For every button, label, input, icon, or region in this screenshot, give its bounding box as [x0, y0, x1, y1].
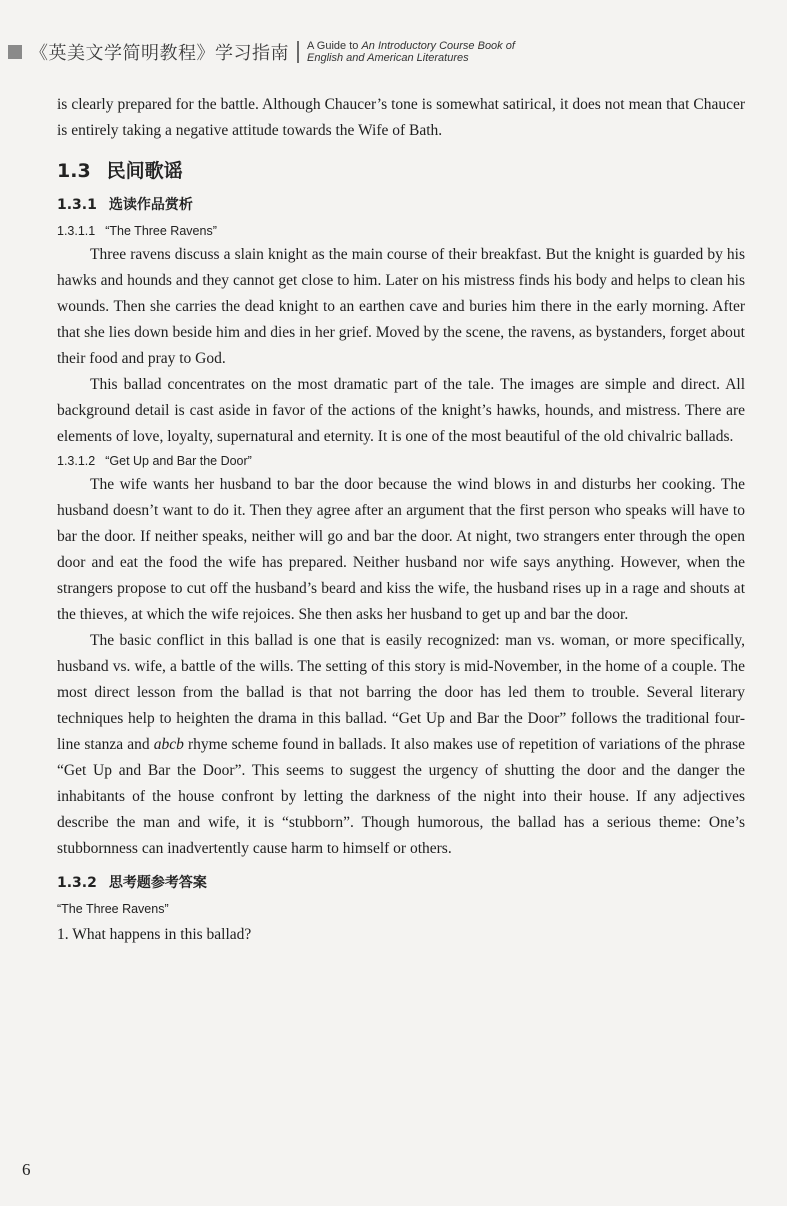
- item-title-1: “The Three Ravens”: [105, 224, 217, 238]
- header-divider: [297, 41, 299, 63]
- three-ravens-paragraph-2: This ballad concentrates on the most dramatic part of the tale. The images are simple and direct. All background detail is cast aside in favor of the actions of the knight’s hawks, hounds, and mistress. There are elements of love, loyalty, supernatural and eternity. It is one of the most beautiful of the old chivalric ballads.: [57, 376, 745, 445]
- header-english-title: [307, 40, 515, 64]
- item-heading-three-ravens: [57, 220, 745, 242]
- question-1: 1. What happens in this ballad?: [57, 926, 252, 943]
- bar-the-door-paragraph-2: [57, 628, 745, 862]
- item-number-2: 1.3.1.2: [57, 454, 96, 468]
- page-number: 6: [22, 1160, 31, 1179]
- bar-the-door-paragraph-2-part-b: rhyme scheme found in ballads. It also makes use of repetition of variations of the phrase “Get Up and Bar the Door”. This seems to suggest the urgency of shutting the door and the danger the inhabitants of the house confront by letting the darkness of the night into their house. If any adjectives describe the man and wife, it is “stubborn”. Though humorous, the ballad has a serious theme: One’s stubbornness can inadvertently cause harm to himself or others.: [57, 736, 745, 857]
- intro-paragraph: is clearly prepared for the battle. Although Chaucer’s tone is somewhat satirical, it does not mean that Chaucer is entirely taking a negative attitude towards the Wife of Bath.: [57, 96, 745, 139]
- bar-the-door-paragraph-2-part-a: The basic conflict in this ballad is one that is easily recognized: man vs. woman, or more specifically, husband vs. wife, a battle of the wills. The setting of this story is mid-November, in the home of a couple. The most direct lesson from the ballad is that not barring the door has led them to trouble. Several literary techniques help to heighten the drama in this ballad. “Get Up and Bar the Door” follows the traditional four-line stanza and: [57, 632, 745, 753]
- subsection-heading-2: [57, 872, 745, 894]
- page-content: [57, 92, 745, 948]
- header-chinese-title: 《英美文学简明教程》学习指南: [30, 43, 289, 64]
- section-heading: [57, 158, 745, 184]
- answers-label: “The Three Ravens”: [57, 902, 169, 916]
- section-title: 民间歌谣: [106, 160, 183, 182]
- bar-the-door-paragraph-1: The wife wants her husband to bar the door because the wind blows in and disturbs her cooking. The husband doesn’t want to do it. Then they agree after an argument that the first person who speaks will have to bar the door. If neither speaks, neither will go and bar the door. At night, two strangers enter through the open door and eat the food the wife has prepared. Neither husband nor wife says anything. However, when the strangers propose to cut off the husband’s beard and kiss the wife, the husband rises up in a rage and shouts at the thieves, at which the wife rejoices. She then asks her husband to get up and bar the door.: [57, 476, 745, 623]
- subsection-number-2: 1.3.2: [57, 875, 97, 891]
- three-ravens-paragraph-1: Three ravens discuss a slain knight as the main course of their breakfast. But the knight is guarded by his hawks and hounds and they cannot get close to him. Later on his mistress finds his body and helps to clean his wounds. Then she carries the dead knight to an earthen cave and buries him there in the early morning. After that she lies down beside him and dies in her grief. Moved by the scene, the ravens, as bystanders, forget about their food and pray to God.: [57, 246, 745, 367]
- section-number: 1.3: [57, 160, 91, 182]
- running-header: [0, 30, 787, 74]
- item-number-1: 1.3.1.1: [57, 224, 96, 238]
- subsection-title-1: 选读作品赏析: [108, 197, 193, 213]
- item-heading-bar-the-door: [57, 450, 745, 472]
- subsection-heading-1: [57, 194, 745, 216]
- header-en-italic-line1: An Introductory Course Book of: [361, 40, 515, 52]
- header-en-italic-line2: English and American Literatures: [307, 52, 469, 64]
- subsection-title-2: 思考题参考答案: [108, 875, 207, 891]
- subsection-number-1: 1.3.1: [57, 197, 97, 213]
- header-en-prefix: A Guide to: [307, 40, 362, 52]
- rhyme-scheme-italic: abcb: [153, 736, 184, 753]
- header-square-icon: [8, 45, 22, 59]
- item-title-2: “Get Up and Bar the Door”: [105, 454, 252, 468]
